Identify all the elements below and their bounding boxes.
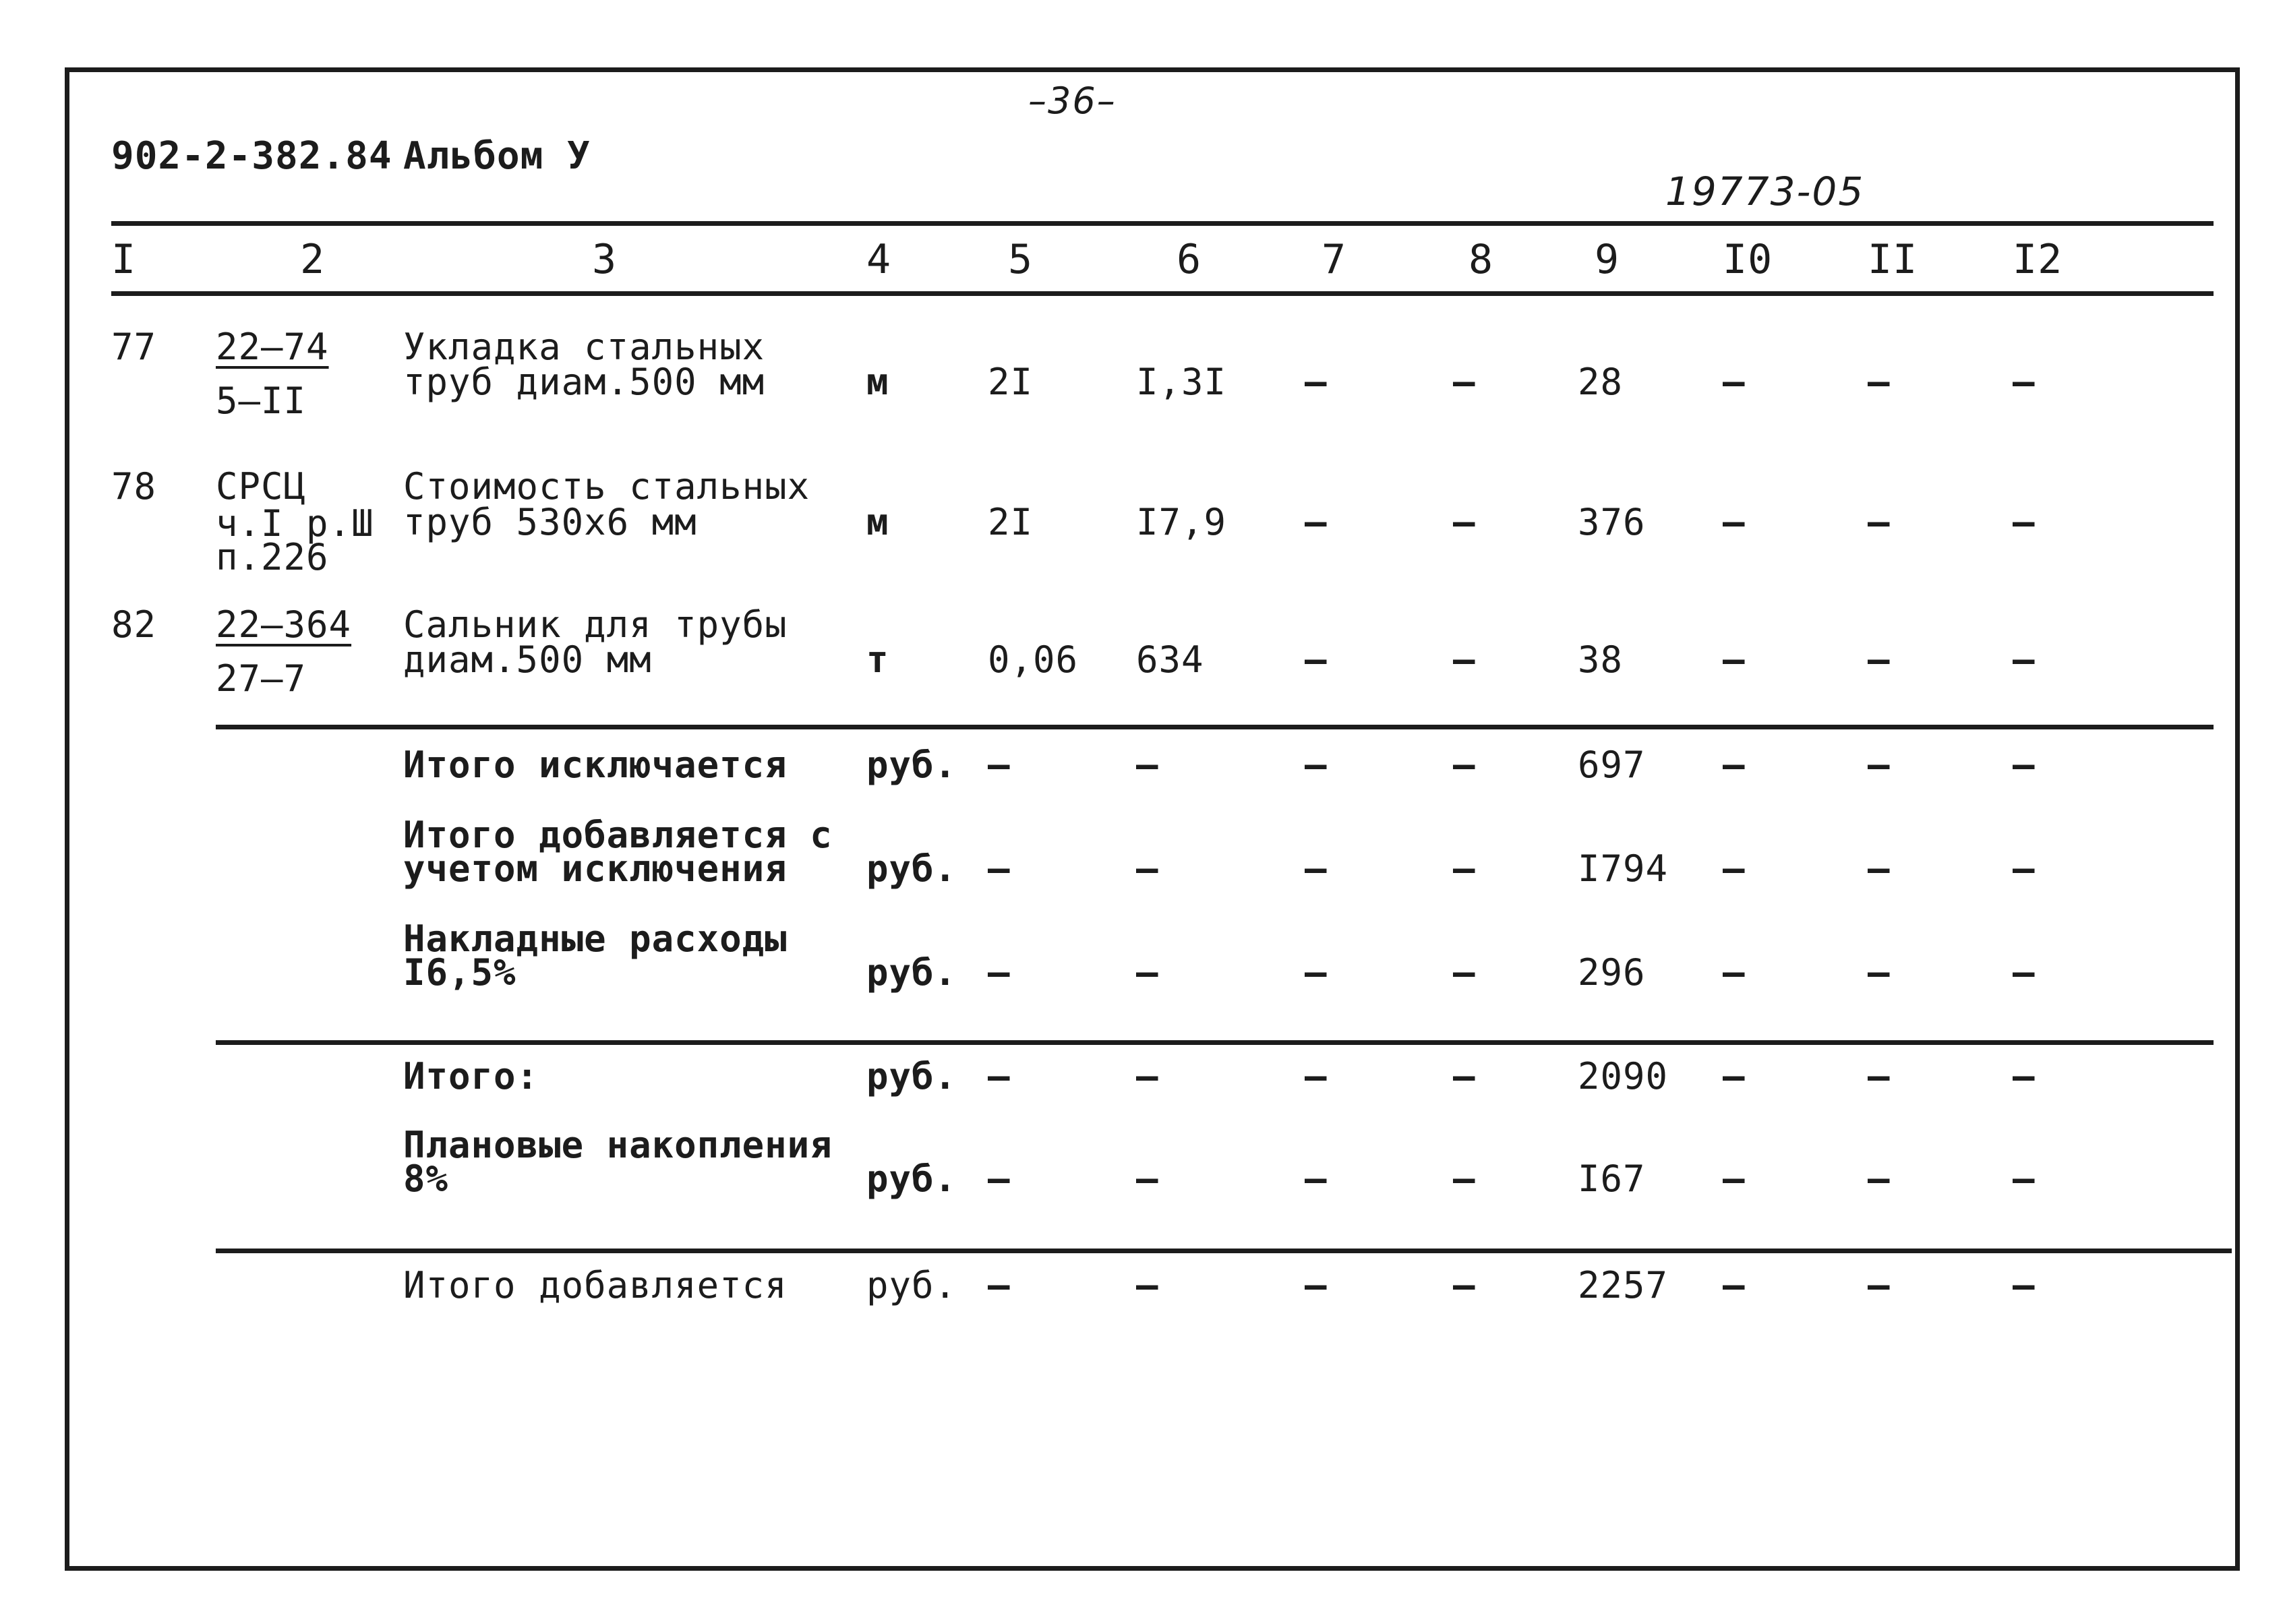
totals-unit: руб. — [866, 1264, 957, 1306]
totals-desc: Итого: — [403, 1055, 539, 1097]
header-rule-bottom — [111, 291, 2214, 296]
page-number: –36– — [1028, 80, 1117, 122]
row-col9: 28 — [1578, 361, 1624, 403]
totals-col11: – — [1868, 951, 1891, 994]
row-col9: 38 — [1578, 638, 1624, 681]
row-col12: – — [2013, 361, 2036, 403]
totals-col9: I794 — [1578, 847, 1669, 890]
totals-col10: – — [1723, 847, 1746, 890]
totals-col7: – — [1305, 951, 1328, 994]
row-code-top: 22–364 — [216, 603, 352, 646]
row-desc-line1: Укладка стальных — [403, 326, 765, 368]
row-col9: 376 — [1578, 501, 1646, 543]
row-desc-line2: труб диам.500 мм — [403, 361, 765, 403]
row-code-top: 22–74 — [216, 326, 329, 368]
totals-desc-line1: Накладные расходы — [403, 918, 788, 960]
row-col11: – — [1868, 638, 1891, 681]
totals-col5: – — [988, 1264, 1011, 1306]
section-rule-2 — [216, 1040, 2214, 1045]
totals-col9: 296 — [1578, 951, 1646, 994]
totals-col6: – — [1136, 951, 1159, 994]
totals-col5: – — [988, 1157, 1011, 1200]
totals-col11: – — [1868, 847, 1891, 890]
totals-col12: – — [2013, 1264, 2036, 1306]
row-col8: – — [1453, 361, 1476, 403]
totals-col10: – — [1723, 744, 1746, 786]
totals-col7: – — [1305, 1055, 1328, 1097]
row-code-line1: СРСЦ — [216, 465, 307, 508]
row-desc-line2: труб 530х6 мм — [403, 501, 697, 543]
header-rule-top — [111, 221, 2214, 226]
row-number: 77 — [111, 326, 157, 368]
row-col7: – — [1305, 361, 1328, 403]
totals-desc: Итого исключается — [403, 744, 788, 786]
totals-col10: – — [1723, 951, 1746, 994]
totals-desc-line2: I6,5% — [403, 951, 516, 994]
totals-col12: – — [2013, 744, 2036, 786]
col-header-10: I0 — [1723, 236, 1773, 283]
totals-col7: – — [1305, 847, 1328, 890]
totals-unit: руб. — [866, 744, 957, 786]
totals-col8: – — [1453, 951, 1476, 994]
totals-col9: I67 — [1578, 1157, 1646, 1200]
row-desc-line1: Стоимость стальных — [403, 465, 810, 508]
row-col8: – — [1453, 501, 1476, 543]
section-rule-3 — [216, 1249, 2232, 1253]
totals-col7: – — [1305, 744, 1328, 786]
totals-col5: – — [988, 847, 1011, 890]
col-header-1: I — [111, 236, 137, 283]
row-number: 78 — [111, 465, 157, 508]
totals-col12: – — [2013, 847, 2036, 890]
section-rule-1 — [216, 725, 2214, 729]
totals-col10: – — [1723, 1157, 1746, 1200]
totals-col8: – — [1453, 847, 1476, 890]
totals-col8: – — [1453, 744, 1476, 786]
row-price: 634 — [1136, 638, 1204, 681]
row-price: I,3I — [1136, 361, 1227, 403]
row-col7: – — [1305, 638, 1328, 681]
totals-col8: – — [1453, 1264, 1476, 1306]
totals-col7: – — [1305, 1157, 1328, 1200]
row-col8: – — [1453, 638, 1476, 681]
totals-col6: – — [1136, 847, 1159, 890]
totals-col10: – — [1723, 1264, 1746, 1306]
row-col10: – — [1723, 361, 1746, 403]
row-col12: – — [2013, 501, 2036, 543]
row-qty: 2I — [988, 501, 1034, 543]
totals-col5: – — [988, 951, 1011, 994]
row-qty: 2I — [988, 361, 1034, 403]
row-desc-line1: Сальник для трубы — [403, 603, 788, 646]
totals-col9: 2257 — [1578, 1264, 1669, 1306]
col-header-12: I2 — [2013, 236, 2063, 283]
row-unit: м — [866, 501, 889, 543]
totals-desc-line2: 8% — [403, 1157, 449, 1200]
doc-code: 902-2-382.84 — [111, 134, 392, 178]
row-desc-line2: диам.500 мм — [403, 638, 652, 681]
totals-col11: – — [1868, 744, 1891, 786]
row-qty: 0,06 — [988, 638, 1079, 681]
totals-col5: – — [988, 1055, 1011, 1097]
totals-col6: – — [1136, 1055, 1159, 1097]
row-col10: – — [1723, 501, 1746, 543]
col-header-3: 3 — [592, 236, 618, 283]
col-header-9: 9 — [1595, 236, 1620, 283]
col-header-6: 6 — [1177, 236, 1202, 283]
row-code-bottom: 5–II — [216, 380, 307, 422]
row-number: 82 — [111, 603, 157, 646]
row-col7: – — [1305, 501, 1328, 543]
totals-col11: – — [1868, 1157, 1891, 1200]
row-col11: – — [1868, 361, 1891, 403]
col-header-7: 7 — [1322, 236, 1347, 283]
row-price: I7,9 — [1136, 501, 1227, 543]
row-col10: – — [1723, 638, 1746, 681]
totals-col11: – — [1868, 1264, 1891, 1306]
totals-col8: – — [1453, 1055, 1476, 1097]
col-header-5: 5 — [1008, 236, 1034, 283]
totals-unit: руб. — [866, 1157, 957, 1200]
totals-col9: 697 — [1578, 744, 1646, 786]
col-header-2: 2 — [300, 236, 326, 283]
totals-col9: 2090 — [1578, 1055, 1669, 1097]
totals-desc-line2: учетом исключения — [403, 847, 788, 890]
totals-unit: руб. — [866, 1055, 957, 1097]
totals-desc-line1: Плановые накопления — [403, 1124, 833, 1166]
album-label: Альбом У — [403, 134, 591, 178]
totals-unit: руб. — [866, 951, 957, 994]
totals-desc: Итого добавляется — [403, 1264, 788, 1306]
totals-col12: – — [2013, 1055, 2036, 1097]
col-header-11: II — [1868, 236, 1918, 283]
row-code-bottom: 27–7 — [216, 657, 307, 700]
totals-col5: – — [988, 744, 1011, 786]
row-unit: т — [866, 638, 889, 681]
col-header-4: 4 — [866, 236, 892, 283]
totals-col8: – — [1453, 1157, 1476, 1200]
row-col12: – — [2013, 638, 2036, 681]
totals-col7: – — [1305, 1264, 1328, 1306]
totals-unit: руб. — [866, 847, 957, 890]
row-code-line2: ч.I р.Ш — [216, 502, 374, 545]
totals-col10: – — [1723, 1055, 1746, 1097]
row-code-line3: п.226 — [216, 536, 329, 578]
row-unit: м — [866, 361, 889, 403]
totals-desc-line1: Итого добавляется с — [403, 814, 833, 856]
totals-col12: – — [2013, 951, 2036, 994]
inventory-number: 19773-05 — [1665, 169, 1865, 214]
totals-col12: – — [2013, 1157, 2036, 1200]
col-header-8: 8 — [1468, 236, 1494, 283]
totals-col6: – — [1136, 1264, 1159, 1306]
totals-col6: – — [1136, 744, 1159, 786]
totals-col11: – — [1868, 1055, 1891, 1097]
row-col11: – — [1868, 501, 1891, 543]
totals-col6: – — [1136, 1157, 1159, 1200]
